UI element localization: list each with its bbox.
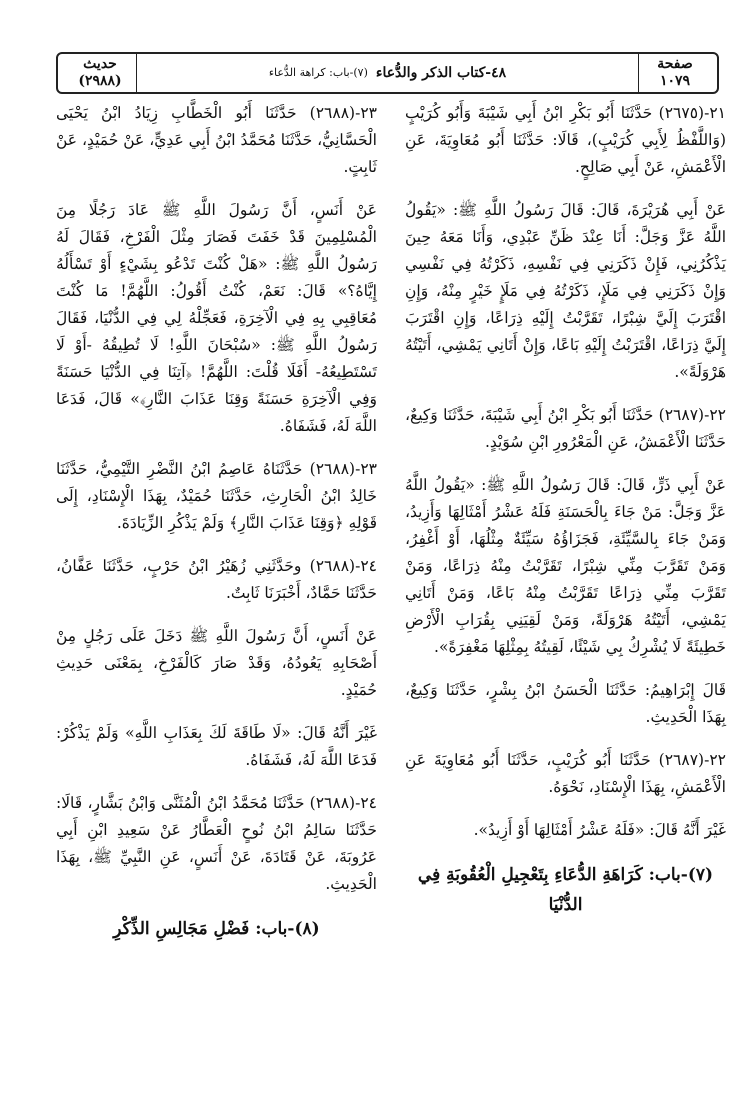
paragraph: ٢٣-(٢٦٨٨) حَدَّثَنَا أَبُو الْخَطَّابِ زِيَادُ ابْنُ يَحْيَى الْحَسَّانِيُّ، حَدَّثَنَا مُحَمَّدُ ابْنُ أَبِي عَدِيٍّ، عَنْ حُمَيْدٍ، عَنْ ثَابِتٍ. (55, 104, 377, 176)
paragraph: قَالَ إِبْرَاهِيمُ: حَدَّثَنَا الْحَسَنُ ابْنُ بِشْرٍ، حَدَّثَنَا وَكِيعٌ، بِهَذَا الْحَدِيثِ. (405, 681, 726, 726)
book-title: ٤٨-كتاب الذكر والدُّعاء (375, 65, 507, 81)
hadith-number-box (64, 56, 136, 90)
page-header (56, 52, 719, 94)
chapter-title: (٧)-باب: كراهة الدُّعاء (268, 66, 368, 79)
paragraph: غَيْرَ أَنَّهُ قَالَ: «لَا طَاقَةَ لَكَ بِعَذَابِ اللَّهِ» وَلَمْ يَذْكُرْ: فَدَعَا اللَّهَ لَهُ، فَشَفَاهُ. (56, 724, 377, 769)
paragraph: عَنْ أَبِي ذَرٍّ، قَالَ: قَالَ رَسُولُ اللَّهِ ﷺ: «يَقُولُ اللَّهُ عَزَّ وَجَلَّ: مَنْ جَاءَ بِالْحَسَنَةِ فَلَهُ عَشْرُ أَمْثَالِهَا وَأَزِيدُ، وَمَنْ جَاءَ بِالسَّيِّئَةِ، فَجَزَاؤُهُ سَيِّئَةٌ مِثْلُهَا، أَوْ أَغْفِرُ، وَمَنْ تَقَرَّبَ مِنِّي شِبْرًا، تَقَرَّبْتُ مِنْهُ ذِرَاعًا، وَمَنْ تَقَرَّبَ مِنِّي ذِرَاعًا تَقَرَّبْتُ مِنْهُ بَاعًا، وَمَنْ أَتَانِي يَمْشِي، أَتَيْتُهُ هَرْوَلَةً، وَمَنْ لَقِيَنِي بِقُرَابِ الْأَرْضِ خَطِيئَةً لَا يُشْرِكُ بِي شَيْئًا، لَقِيتُهُ بِمِثْلِهَا مَغْفِرَةً». (405, 476, 726, 656)
page-number-box (639, 56, 711, 90)
hadith-label: حديث (83, 56, 117, 72)
paragraph: عَنْ أَنَسٍ، أَنَّ رَسُولَ اللَّهِ ﷺ عَادَ رَجُلًا مِنَ الْمُسْلِمِينَ قَدْ خَفَتَ فَصَارَ مِثْلَ الْفَرْخِ، فَقَالَ لَهُ رَسُولُ اللَّهِ ﷺ: «هَلْ كُنْتَ تَدْعُو بِشَيْءٍ أَوْ تَسْأَلُهُ إِيَّاهُ؟» قَالَ: نَعَمْ، كُنْتُ أَقُولُ: اللَّهُمَّ! مَا كُنْتَ مُعَاقِبِي بِهِ فِي الْآخِرَةِ، فَعَجِّلْهُ لِي فِي الدُّنْيَا، فَقَالَ رَسُولُ اللَّهِ ﷺ: «سُبْحَانَ اللَّهِ! لَا تُطِيقُهُ -أَوْ لَا تَسْتَطِيعُهُ- أَفَلَا قُلْتَ: اللَّهُمَّ! ﴿آتِنَا فِي الدُّنْيَا حَسَنَةً وَفِي الْآخِرَةِ حَسَنَةً وَقِنَا عَذَابَ النَّارِ﴾» قَالَ، فَدَعَا اللَّهَ لَهُ، فَشَفَاهُ. (56, 201, 377, 435)
paragraph: ٢٣-(٢٦٨٨) حَدَّثَنَاهُ عَاصِمُ ابْنُ النَّضْرِ التَّيْمِيُّ، حَدَّثَنَا خَالِدُ ابْنُ الْحَارِثِ، حَدَّثَنَا حُمَيْدٌ، بِهَذَا الْإِسْنَادِ، إِلَى قَوْلِهِ ﴿وَقِنَا عَذَابَ النَّارِ﴾ وَلَمْ يَذْكُرِ الزِّيَادَةَ. (56, 460, 377, 532)
page-label: صفحة (657, 56, 693, 72)
chapter-heading: (٨)-باب: فَضْلِ مَجَالِسِ الذِّكْرِ (113, 919, 320, 939)
text-columns (56, 100, 726, 1100)
paragraph: ٢٢-(٢٦٨٧) حَدَّثَنَا أَبُو بَكْرِ ابْنُ أَبِي شَيْبَةَ، حَدَّثَنَا وَكِيعٌ، حَدَّثَنَا الْأَعْمَشُ، عَنِ الْمَعْرُورِ ابْنِ سُوَيْدٍ. (405, 406, 726, 451)
paragraph: ٢١-(٢٦٧٥) حَدَّثَنَا أَبُو بَكْرِ ابْنُ أَبِي شَيْبَةَ وَأَبُو كُرَيْبٍ (وَاللَّفْظُ لِأَبِي كُرَيْبٍ)، قَالَا: حَدَّثَنَا أَبُو مُعَاوِيَةَ، عَنِ الْأَعْمَشِ، عَنْ أَبِي صَالِحٍ. (405, 104, 726, 176)
hadith-number: (٢٩٨٨) (78, 73, 122, 89)
book-title-box (136, 54, 639, 92)
paragraph: ٢٢-(٢٦٨٧) حَدَّثَنَا أَبُو كُرَيْبٍ، حَدَّثَنَا أَبُو مُعَاوِيَةَ عَنِ الْأَعْمَشِ، بِهَذَا الْإِسْنَادِ، نَحْوَهُ. (405, 751, 726, 796)
right-column (405, 100, 726, 1100)
paragraph: ٢٤-(٢٦٨٨) حَدَّثَنَا مُحَمَّدُ ابْنُ الْمُثَنَّى وَابْنُ بَشَّارٍ، قَالَا: حَدَّثَنَا سَالِمُ ابْنُ نُوحٍ الْعَطَّارُ عَنْ سَعِيدِ ابْنِ أَبِي عَرُوبَةَ، عَنْ قَتَادَةَ، عَنْ أَنَسٍ، عَنِ النَّبِيِّ ﷺ، بِهَذَا الْحَدِيثِ. (56, 794, 377, 893)
chapter-heading: (٧)-باب: كَرَاهَةِ الدُّعَاءِ بِتَعْجِيلِ الْعُقُوبَةِ فِي الدُّنْيَا (417, 865, 714, 915)
left-column (56, 100, 377, 1100)
paragraph: عَنْ أَنَسٍ، أَنَّ رَسُولَ اللَّهِ ﷺ دَخَلَ عَلَى رَجُلٍ مِنْ أَصْحَابِهِ يَعُودُهُ، وَقَدْ صَارَ كَالْفَرْخِ، بِمَعْنَى حَدِيثِ حُمَيْدٍ. (56, 627, 377, 699)
page-number: ١٠٧٩ (659, 73, 691, 89)
paragraph: غَيْرَ أَنَّهُ قَالَ: «فَلَهُ عَشْرُ أَمْثَالِهَا أَوْ أَزِيدُ». (473, 821, 726, 839)
paragraph: ٢٤-(٢٦٨٨) وحَدَّثَنِي زُهَيْرُ ابْنُ حَرْبٍ، حَدَّثَنَا عَفَّانُ، حَدَّثَنَا حَمَّادٌ، أَخْبَرَنَا ثَابِتٌ. (56, 557, 377, 602)
paragraph: عَنْ أَبِي هُرَيْرَةَ، قَالَ: قَالَ رَسُولُ اللَّهِ ﷺ: «يَقُولُ اللَّهُ عَزَّ وَجَلَّ: أَنَا عِنْدَ ظَنِّ عَبْدِي، وَأَنَا مَعَهُ حِينَ يَذْكُرُنِي، فَإِنْ ذَكَرَنِي فِي نَفْسِهِ، ذَكَرْتُهُ فِي نَفْسِي وَإِنْ ذَكَرَنِي فِي مَلَإٍ، ذَكَرْتُهُ فِي مَلَإٍ خَيْرٍ مِنْهُ، وَإِنِ اقْتَرَبَ إِلَيَّ شِبْرًا، تَقَرَّبْتُ إِلَيْهِ ذِرَاعًا، وَإِنِ اقْتَرَبَ إِلَيَّ ذِرَاعًا، اقْتَرَبْتُ إِلَيْهِ بَاعًا، وَإِنْ أَتَانِي يَمْشِي، أَتَيْتُهُ هَرْوَلَةً». (405, 201, 726, 381)
